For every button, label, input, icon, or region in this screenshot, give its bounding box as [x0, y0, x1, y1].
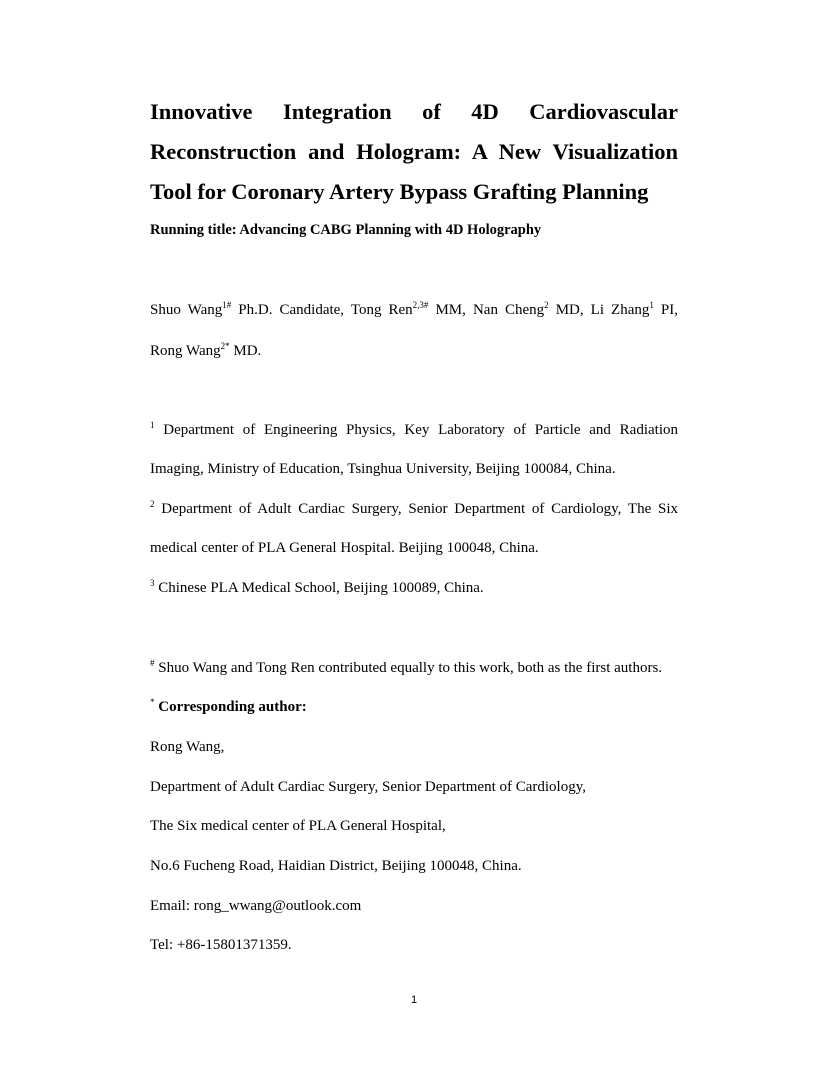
contact-hospital: The Six medical center of PLA General Hospital,	[150, 818, 446, 834]
author-1: Shuo Wang$^{1\#}$ Ph.D. Candidate,	[150, 300, 345, 318]
title-line-3: Tool for Coronary Artery Bypass Grafting Planning	[150, 179, 649, 204]
corresponding-author-label: * Corresponding author:	[150, 697, 307, 715]
page-number: 1	[410, 994, 418, 1006]
affiliation-2-line-2: medical center of PLA General Hospital. Beijing 100048, China.	[150, 540, 539, 556]
contact-phone: Tel: +86-15801371359.	[150, 937, 292, 953]
affiliation-1-line-1: $^1$ Department of Engineering Physics, Key Laboratory of Particle and Radiation	[150, 420, 678, 438]
author-4: Li Zhang$^1$ PI,	[590, 300, 679, 318]
affiliation-2-line-1: $^2$ Department of Adult Cardiac Surgery, Senior Department of Cardiology, The Six	[150, 499, 678, 517]
equal-contribution-note: # Shuo Wang and Tong Ren contributed equally to this work, both as the first authors.	[150, 658, 663, 676]
author-line-1	[150, 300, 678, 320]
title-line-1: Innovative Integration of 4D Cardiovascular	[150, 99, 678, 124]
title-line-2: Reconstruction and Hologram: A New Visualization	[150, 139, 678, 164]
running-title: Running title: Advancing CABG Planning with 4D Holography	[150, 222, 542, 238]
author-2: Tong Ren$^{2,3\#}$ MM,	[350, 300, 466, 318]
author-3: Nan Cheng$^2$ MD,	[472, 300, 584, 318]
affiliation-1-line-2: Imaging, Ministry of Education, Tsinghua University, Beijing 100084, China.	[150, 461, 616, 477]
affiliation-3: $^3$ Chinese PLA Medical School, Beijing 100089, China.	[150, 578, 484, 596]
author-5: Rong Wang$^{2*}$ MD.	[150, 341, 262, 359]
contact-address: No.6 Fucheng Road, Haidian District, Beijing 100048, China.	[150, 858, 522, 874]
paper-title	[150, 92, 678, 212]
author-line-2	[150, 341, 678, 361]
contact-name: Rong Wang,	[150, 739, 225, 755]
contact-email: Email: rong_wwang@outlook.com	[150, 898, 362, 914]
contact-department: Department of Adult Cardiac Surgery, Senior Department of Cardiology,	[150, 779, 587, 795]
